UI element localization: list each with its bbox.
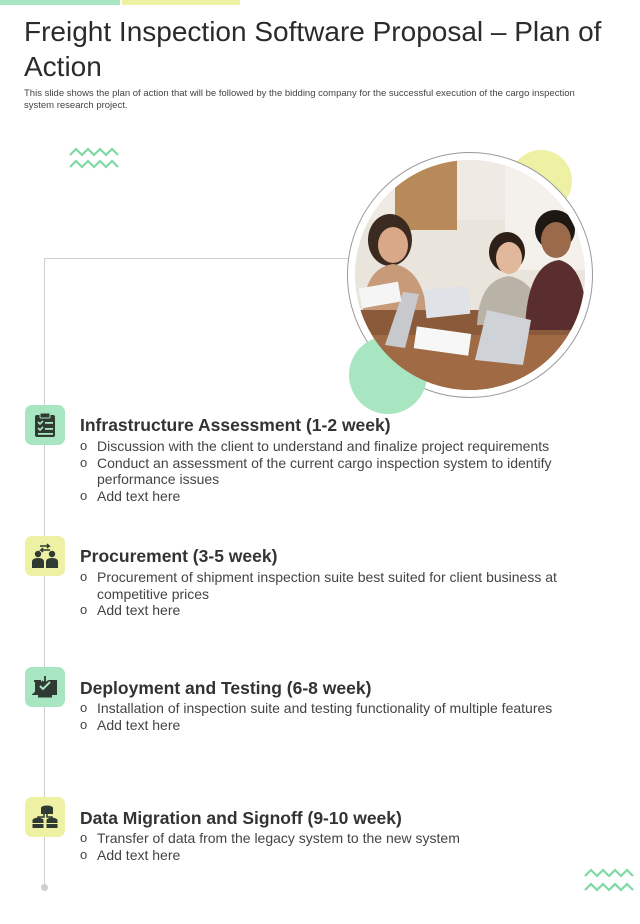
list-item: o Add text here	[80, 717, 600, 734]
people-exchange-icon	[31, 542, 59, 570]
step-4-bullets	[80, 830, 600, 863]
database-transfer-icon	[31, 804, 59, 830]
list-item: o Add text here	[80, 488, 600, 505]
step-4-title: Data Migration and Signoff (9-10 week)	[80, 808, 402, 828]
list-item: o Discussion with the client to understand and finalize project requirements	[80, 438, 600, 455]
step-2-bullets	[80, 569, 600, 619]
list-item: o Installation of inspection suite and testing functionality of multiple features	[80, 700, 600, 717]
timeline-end-dot	[41, 884, 48, 891]
list-item: o Add text here	[80, 847, 600, 864]
page-subtitle: This slide shows the plan of action that will be followed by the bidding company for the successful execution of the cargo inspection system research project.	[24, 88, 575, 111]
step-1-bullets	[80, 438, 600, 505]
top-accent-bar-yellow	[122, 0, 240, 5]
step-4-icon-tile	[25, 797, 65, 837]
team-meeting-photo	[355, 160, 585, 390]
step-1-title: Infrastructure Assessment (1-2 week)	[80, 415, 391, 435]
timeline-connector	[44, 258, 354, 259]
list-item: o Conduct an assessment of the current cargo inspection system to identify performance issues	[80, 455, 600, 488]
step-1-icon-tile	[25, 405, 65, 445]
step-3-icon-tile	[25, 667, 65, 707]
step-2-title: Procurement (3-5 week)	[80, 546, 278, 566]
page-title: Freight Inspection Software Proposal – Plan of Action	[24, 16, 602, 82]
step-3-bullets	[80, 700, 600, 733]
zigzag-decoration-icon	[583, 866, 637, 896]
list-item: o Transfer of data from the legacy system to the new system	[80, 830, 600, 847]
zigzag-decoration-icon	[68, 146, 122, 172]
monitor-checkmark-icon	[32, 675, 58, 699]
step-3-title: Deployment and Testing (6-8 week)	[80, 678, 372, 698]
clipboard-checklist-icon	[33, 412, 57, 438]
list-item: o Add text here	[80, 602, 600, 619]
top-accent-bar-green	[0, 0, 120, 5]
step-2-icon-tile	[25, 536, 65, 576]
list-item: o Procurement of shipment inspection suite best suited for client business at competitive prices	[80, 569, 600, 602]
